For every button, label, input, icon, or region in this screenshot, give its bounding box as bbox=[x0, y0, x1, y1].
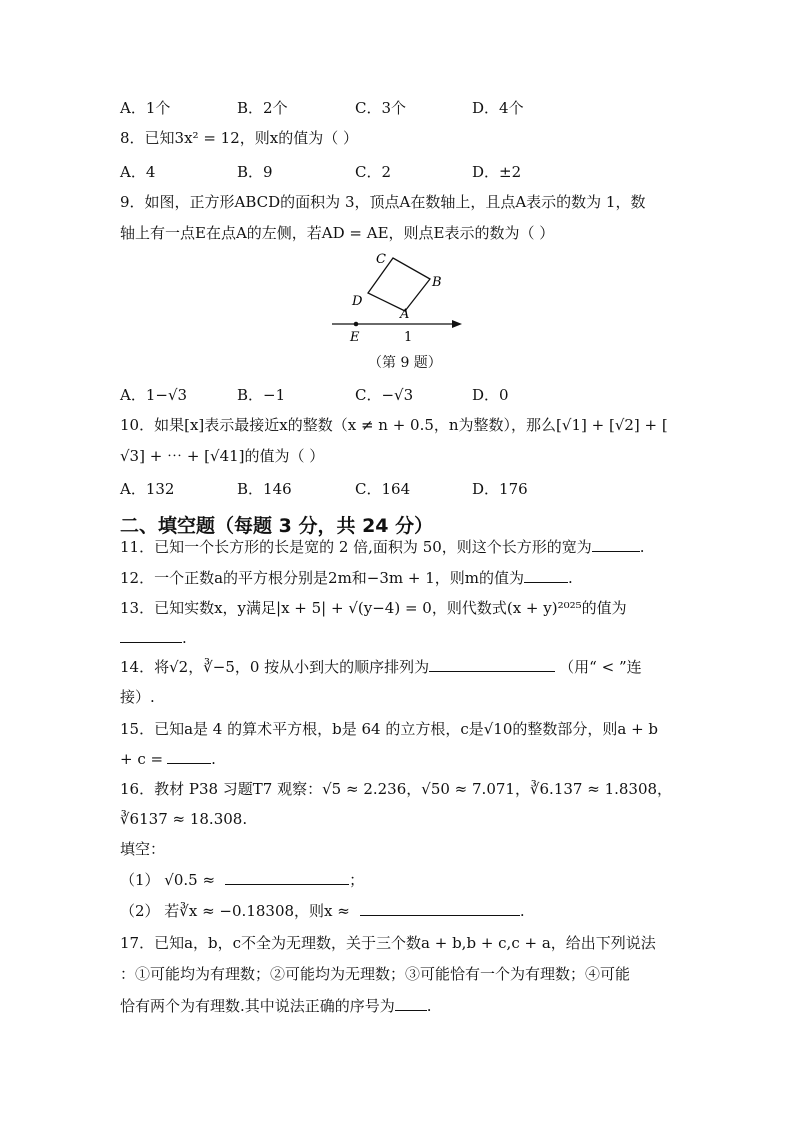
q17-line3 bbox=[120, 996, 432, 1016]
label-c: C bbox=[376, 252, 386, 267]
q9-stem-line1: 9．如图，正方形ABCD的面积为 3，顶点A在数轴上，且点A表示的数为 1，数 bbox=[120, 193, 646, 211]
q10-option-d: D．176 bbox=[472, 480, 528, 498]
q7-option-d: D．4个 bbox=[472, 99, 524, 117]
q17-line2: ：①可能均为有理数；②可能均为无理数；③可能恰有一个为有理数；④可能 bbox=[120, 965, 631, 983]
q11-answer-blank[interactable] bbox=[592, 537, 640, 552]
q15-answer-blank[interactable] bbox=[167, 749, 211, 764]
q14-line1 bbox=[120, 657, 642, 677]
label-a: A bbox=[400, 307, 410, 322]
q16-sub2-text: （2） 若∛x ≈ −0.18308，则x ≈ bbox=[120, 902, 350, 920]
q15-line1: 15．已知a是 4 的算术平方根，b是 64 的立方根，c是√10的整数部分，则a + b bbox=[120, 720, 659, 738]
q8-option-d: D．±2 bbox=[472, 163, 522, 181]
q10-stem-line1: 10．如果[x]表示最接近x的整数（x ≠ n + 0.5，n为整数），那么[√1] + [√2] + [ bbox=[120, 416, 668, 434]
q8-option-a: A．4 bbox=[120, 163, 156, 181]
section-heading-fill-in: 二、填空题（每题 3 分，共 24 分） bbox=[120, 515, 434, 537]
q7-option-c: C．3个 bbox=[355, 99, 407, 117]
q10-option-b: B．146 bbox=[237, 480, 292, 498]
q13-end: . bbox=[182, 629, 187, 647]
q15-line2 bbox=[120, 749, 216, 769]
q16-sub1 bbox=[120, 870, 364, 890]
q14-answer-blank[interactable] bbox=[429, 657, 555, 672]
q15-text-a: + c = bbox=[120, 750, 164, 768]
q10-option-c: C．164 bbox=[355, 480, 411, 498]
q13-answer-blank[interactable] bbox=[120, 628, 182, 643]
q16-sub1-answer-blank[interactable] bbox=[225, 870, 349, 885]
q16-sub2 bbox=[120, 901, 525, 921]
q10-stem-line2: √3] + ⋯ + [√41]的值为（ ） bbox=[120, 447, 325, 465]
q13-line2 bbox=[120, 628, 187, 648]
label-d: D bbox=[352, 294, 363, 309]
q17-end: . bbox=[426, 997, 432, 1015]
q14-text-b: （用“ < ”连 bbox=[559, 658, 642, 676]
q9-stem-line2: 轴上有一点E在点A的左侧，若AD = AE，则点E表示的数为（ ） bbox=[120, 224, 555, 242]
q11-text: 11．已知一个长方形的长是宽的 2 倍,面积为 50，则这个长方形的宽为 bbox=[120, 538, 592, 556]
q12-end: . bbox=[568, 569, 573, 587]
q16-line2: ∛6137 ≈ 18.308. bbox=[120, 810, 248, 828]
q16-sub1-text: （1） √0.5 ≈ bbox=[120, 871, 216, 889]
q11 bbox=[120, 537, 645, 557]
q16-sub2-answer-blank[interactable] bbox=[360, 901, 520, 916]
q9-figure bbox=[328, 248, 468, 348]
q8-stem: 8．已知3x² = 12，则x的值为（ ） bbox=[120, 129, 358, 147]
q17-text: 恰有两个为有理数.其中说法正确的序号为 bbox=[120, 997, 395, 1015]
q14-line2: 接）. bbox=[120, 688, 155, 706]
q9-option-c: C．−√3 bbox=[355, 386, 414, 404]
q16-line1: 16．教材 P38 习题T7 观察：√5 ≈ 2.236，√50 ≈ 7.071，∛6.137 ≈ 1.8308， bbox=[120, 780, 673, 798]
q14-text-a: 14．将√2，∛−5，0 按从小到大的顺序排列为 bbox=[120, 658, 430, 676]
q9-option-a: A．1−√3 bbox=[120, 386, 188, 404]
q9-option-d: D．0 bbox=[472, 386, 509, 404]
label-one: 1 bbox=[404, 330, 413, 345]
label-b: B bbox=[432, 275, 442, 290]
number-line-arrow bbox=[452, 320, 462, 328]
q8-option-b: B．9 bbox=[237, 163, 273, 181]
label-e: E bbox=[350, 330, 360, 345]
q16-fill-label: 填空： bbox=[120, 840, 166, 858]
point-e bbox=[354, 322, 359, 327]
q7-option-b: B．2个 bbox=[237, 99, 288, 117]
q15-end: . bbox=[211, 750, 216, 768]
q16-sub2-end: . bbox=[519, 902, 525, 920]
q9-option-b: B．−1 bbox=[237, 386, 286, 404]
q12-answer-blank[interactable] bbox=[524, 568, 568, 583]
q17-answer-blank[interactable] bbox=[395, 996, 427, 1011]
q12-text: 12．一个正数a的平方根分别是2m和−3m + 1，则m的值为 bbox=[120, 569, 525, 587]
q8-option-c: C．2 bbox=[355, 163, 392, 181]
q10-option-a: A．132 bbox=[120, 480, 175, 498]
q12 bbox=[120, 568, 573, 588]
q7-option-a: A．1个 bbox=[120, 99, 171, 117]
q11-end: . bbox=[639, 538, 645, 556]
q9-caption: （第 9 题） bbox=[368, 355, 442, 371]
q16-sub1-end: ； bbox=[349, 871, 365, 889]
q17-line1: 17．已知a，b，c不全为无理数，关于三个数a + b,b + c,c + a，给出下列说法 bbox=[120, 934, 656, 952]
q13-line1: 13．已知实数x，y满足|x + 5| + √(y−4) = 0，则代数式(x + y)²⁰²⁵的值为 bbox=[120, 599, 627, 617]
